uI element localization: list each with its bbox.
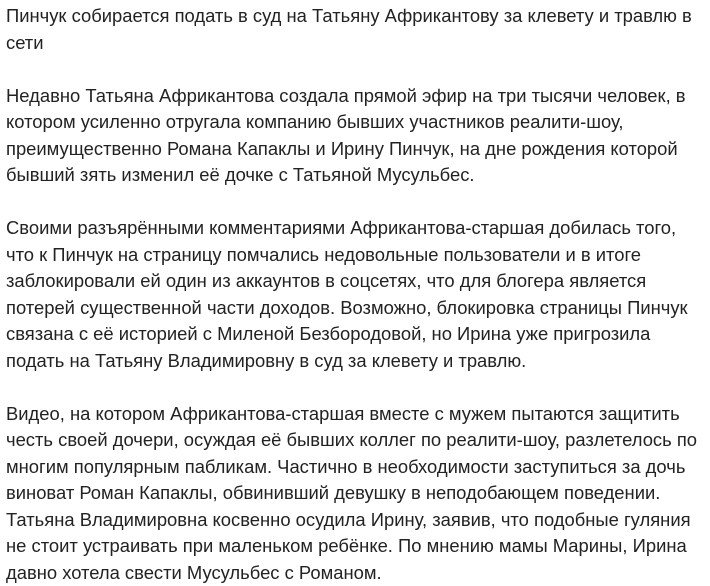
- article-paragraph-3: Видео, на котором Африкантова-старшая вместе с мужем пытаются защитить честь своей дочери, осуждая её бывших коллег по реалити-шоу, разлетелось по многим популярным пабликам. Частично в необходимости заступиться за дочь виноват Роман Капаклы, обвинивший девушку в неподобающем поведении. Татьяна Владимировна косвенно осудила Ирину, заявив, что подобные гуляния не стоит устраивать при маленьком ребёнке. По мнению мамы Марины, Ирина давно хотела свести Мусульбес с Романом.: [6, 401, 704, 586]
- article-paragraph-2: Своими разъярёнными комментариями Африкантова-старшая добилась того, что к Пинчук на страницу помчались недовольные пользователи и в итоге заблокировали ей один из аккаунтов в соцсетях, что для блогера является потерей существенной части доходов. Возможно, блокировка страницы Пинчук связана с её историей с Миленой Безбородовой, но Ирина уже пригрозила подать на Татьяну Владимировну в суд за клевету и травлю.: [6, 215, 704, 374]
- article-paragraph-1: Недавно Татьяна Африкантова создала прямой эфир на три тысячи человек, в котором усиленно отругала компанию бывших участников реалити-шоу, преимущественно Романа Капаклы и Ирину Пинчук, на дне рождения которой бывший зять изменил её дочке с Татьяной Мусульбес.: [6, 83, 704, 189]
- article-title: Пинчук собирается подать в суд на Татьяну Африкантову за клевету и травлю в сети: [6, 3, 704, 56]
